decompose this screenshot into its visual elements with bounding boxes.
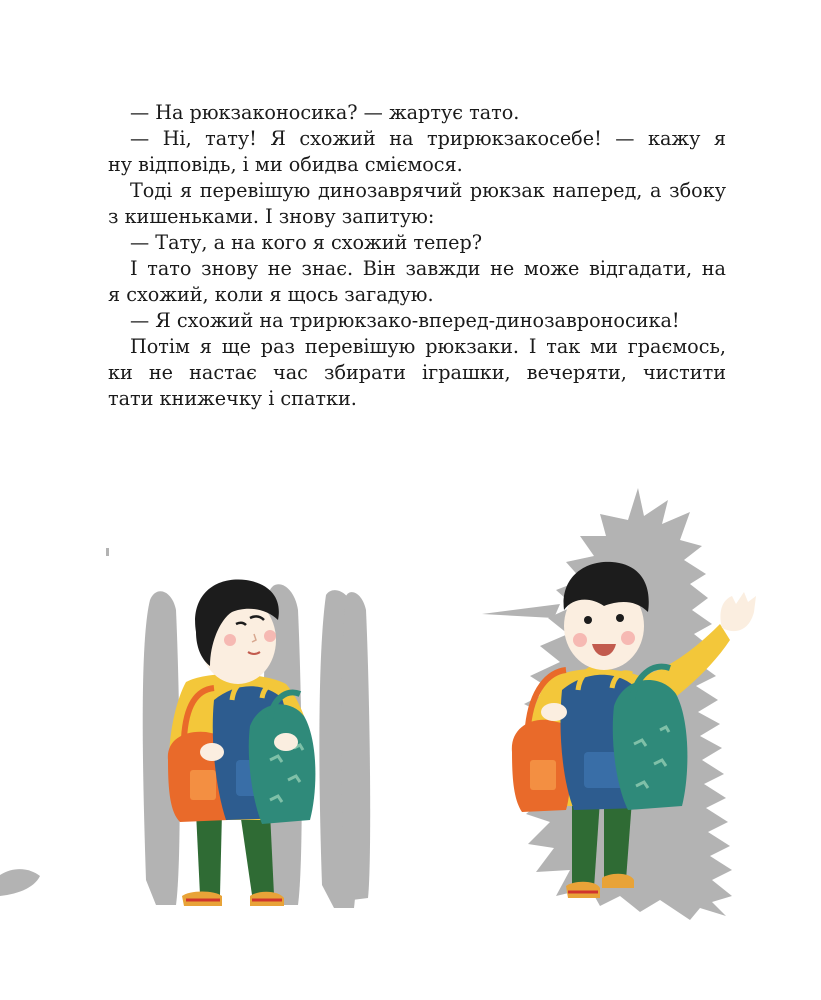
story-line: — Ні, тату! Я схожий на трирюкзакосебе! — кажу я	[130, 127, 726, 150]
story-line: — На рюкзаконосика? — жартує тато.	[130, 101, 520, 124]
illustration	[0, 470, 821, 1000]
boy-with-three-backpacks-icon	[0, 548, 370, 908]
story-line: — Я схожий на трирюкзако-вперед-динозавроносика!	[130, 309, 680, 332]
story-line: ну відповідь, і ми обидва сміємося.	[108, 153, 463, 176]
story-text	[108, 100, 726, 412]
story-line: Тоді я перевішую динозаврячий рюкзак наперед, а збоку	[130, 179, 726, 202]
story-line: з кишеньками. І знову запитую:	[108, 205, 435, 228]
story-line: Потім я ще раз перевішую рюкзаки. І так ми граємось,	[130, 335, 726, 358]
story-line: тати книжечку і спатки.	[108, 387, 357, 410]
story-line: І тато знову не знає. Він завжди не може відгадати, на	[130, 257, 726, 280]
story-line: я схожий, коли я щось загадую.	[108, 283, 434, 306]
boy-waving-with-backpacks-icon	[482, 488, 756, 920]
story-line: ки не настає час збирати іграшки, вечеряти, чистити	[108, 361, 726, 384]
story-line: — Тату, а на кого я схожий тепер?	[130, 231, 483, 254]
